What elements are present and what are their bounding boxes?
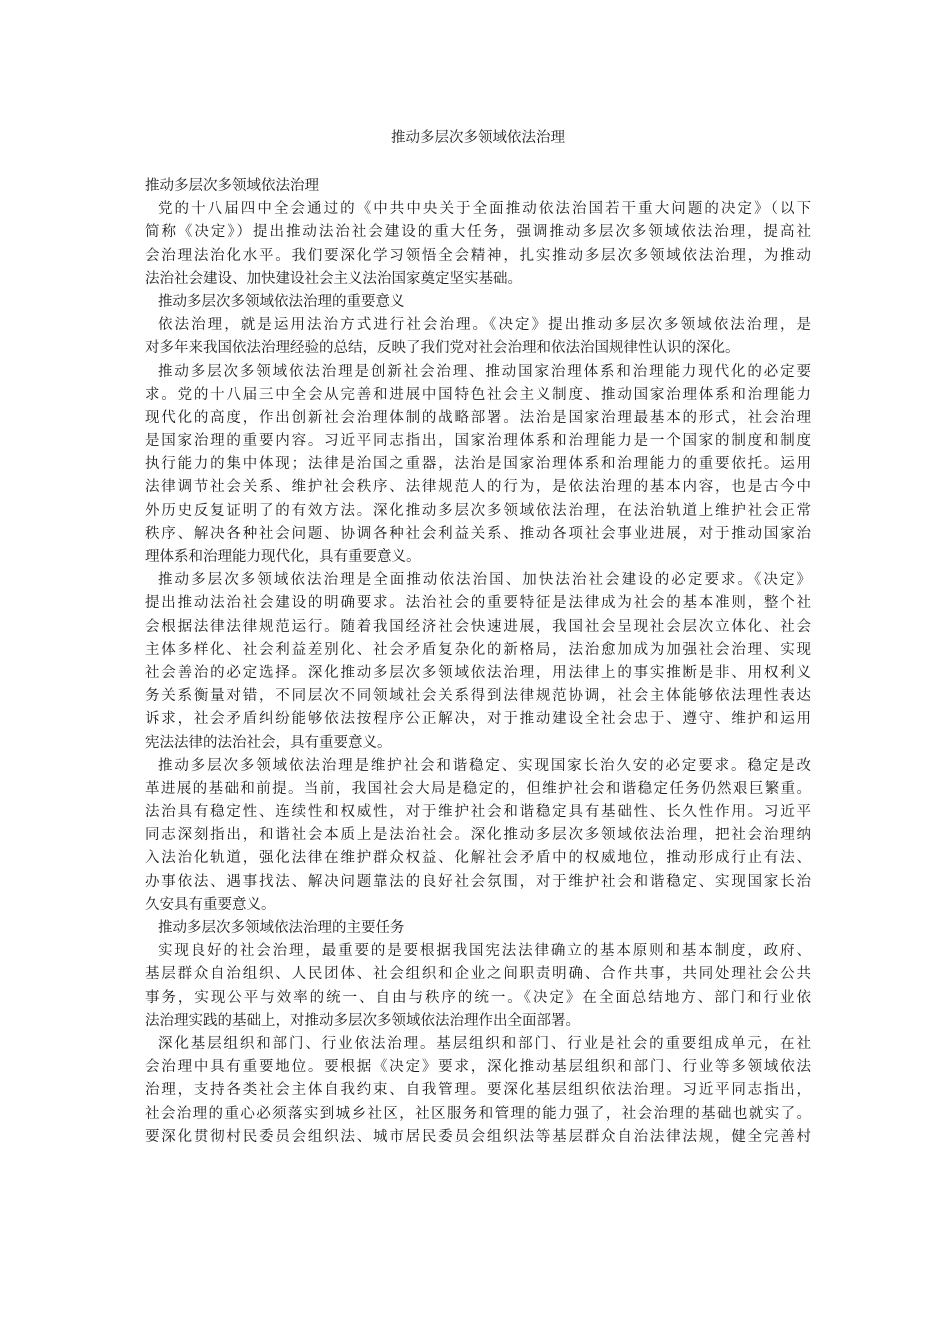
- text-line: 会根据法律法律规范运行。随着我国经济社会快速进展，我国社会呈现社会层次立体化、社会: [145, 618, 811, 635]
- text-line: 主体多样化、社会利益差别化、社会矛盾复杂化的新格局，法治愈加成为加强社会治理、实现: [145, 641, 811, 658]
- text-line: 要深化贯彻村民委员会组织法、城市居民委员会组织法等基层群众自治法律法规，健全完善村: [145, 1128, 811, 1145]
- document-title: 推动多层次多领域依法治理: [391, 130, 565, 146]
- text-line: 求。党的十八届三中全会从完善和进展中国特色社会主义制度、推动国家治理体系和治理能力: [145, 386, 811, 403]
- text-line: 对多年来我国依法治理经验的总结，反映了我们党对社会治理和依法治国规律性认识的深化。: [145, 340, 740, 357]
- text-line: 革进展的基础和前提。当前，我国社会大局是稳定的，但维护社会和谐稳定任务仍然艰巨繁重。: [145, 780, 811, 797]
- text-line: 推动多层次多领域依法治理的主要任务: [158, 920, 405, 936]
- text-line: 推动多层次多领域依法治理是创新社会治理、推动国家治理体系和治理能力现代化的必定要: [158, 363, 811, 380]
- text-line: 法律调节社会关系、维护社会秩序、法律规范人的行为，是依法治理的基本内容，也是古今中: [145, 479, 811, 496]
- text-line: 实现良好的社会治理，最重要的是要根据我国宪法法律确立的基本原则和基本制度，政府、: [158, 943, 811, 960]
- text-line: 诉求，社会矛盾纠纷能够依法按程序公正解决，对于推动建设全社会忠于、遵守、维护和运用: [145, 711, 811, 728]
- text-line: 执行能力的集中体现；法律是治国之重器，法治是国家治理体系和治理能力的重要依托。运用: [145, 456, 811, 473]
- text-line: 务关系衡量对错，不同层次不同领域社会关系得到法律规范协调，社会主体能够依法理性表达: [145, 688, 811, 705]
- text-line: 同志深刻指出，和谐社会本质上是法治社会。深化推动多层次多领域依法治理，把社会治理纳: [145, 827, 811, 844]
- text-line: 办事依法、遇事找法、解决问题靠法的良好社会氛围，对于维护社会和谐稳定、实现国家长治: [145, 873, 811, 890]
- text-line: 是国家治理的重要内容。习近平同志指出，国家治理体系和治理能力是一个国家的制度和制度: [145, 433, 811, 450]
- text-line: 久安具有重要意义。: [145, 896, 276, 913]
- text-line: 推动多层次多领域依法治理的重要意义: [158, 293, 405, 310]
- text-line: 事务，实现公平与效率的统一、自由与秩序的统一。《决定》在全面总结地方、部门和行业依: [145, 989, 811, 1006]
- text-line: 基层群众自治组织、人民团体、社会组织和企业之间职责明确、合作共事，共同处理社会公共: [145, 966, 811, 983]
- text-line: 社会治理的重心必须落实到城乡社区，社区服务和管理的能力强了，社会治理的基础也就实了。: [145, 1105, 811, 1122]
- text-line: 外历史反复证明了的有效方法。深化推动多层次多领域依法治理，在法治轨道上维护社会正常: [145, 502, 811, 519]
- text-line: 党的十八届四中全会通过的《中共中央关于全面推动依法治国若干重大问题的决定》（以下: [158, 201, 811, 218]
- text-line: 法治社会建设、加快建设社会主义法治国家奠定坚实基础。: [145, 270, 522, 287]
- text-line: 推动多层次多领域依法治理是全面推动依法治国、加快法治社会建设的必定要求。《决定》: [158, 572, 811, 589]
- document-body: [145, 175, 811, 1149]
- text-line: 社会善治的必定选择。深化推动多层次多领域依法治理，用法律上的事实推断是非、用权利义: [145, 664, 811, 681]
- text-line: 推动多层次多领域依法治理: [145, 178, 319, 194]
- text-line: 法治具有稳定性、连续性和权威性，对于维护社会和谐稳定具有基础性、长久性作用。习近平: [145, 804, 811, 821]
- text-line: 宪法法律的法治社会，具有重要意义。: [145, 734, 392, 751]
- text-line: 理体系和治理能力现代化，具有重要意义。: [145, 549, 421, 565]
- text-line: 现代化的高度，作出创新社会治理体制的战略部署。法治是国家治理最基本的形式，社会治理: [145, 409, 811, 426]
- text-line: 简称《决定》）提出推动法治社会建设的重大任务，强调推动多层次多领域依法治理，提高社: [145, 224, 811, 241]
- text-line: 治理，支持各类社会主体自我约束、自我管理。要深化基层组织依法治理。习近平同志指出，: [145, 1082, 811, 1099]
- text-line: 会治理中具有重要地位。要根据《决定》要求，深化推动基层组织和部门、行业等多领域依法: [145, 1059, 811, 1076]
- text-line: 会治理法治化水平。我们要深化学习领悟全会精神，扎实推动多层次多领域依法治理，为推动: [145, 247, 811, 264]
- text-line: 提出推动法治社会建设的明确要求。法治社会的重要特征是法律成为社会的基本准则，整个社: [145, 595, 811, 612]
- text-line: 秩序、解决各种社会问题、协调各种社会利益关系、推动各项社会事业进展，对于推动国家治: [145, 525, 811, 542]
- text-line: 推动多层次多领域依法治理是维护社会和谐稳定、实现国家长治久安的必定要求。稳定是改: [158, 757, 811, 774]
- text-line: 依法治理，就是运用法治方式进行社会治理。《决定》提出推动多层次多领域依法治理，是: [158, 317, 811, 334]
- text-line: 深化基层组织和部门、行业依法治理。基层组织和部门、行业是社会的重要组成单元，在社: [158, 1035, 811, 1052]
- text-line: 法治理实践的基础上，对推动多层次多领域依法治理作出全面部署。: [145, 1012, 580, 1029]
- text-line: 入法治化轨道，强化法律在维护群众权益、化解社会矛盾中的权威地位，推动形成行止有法、: [145, 850, 811, 867]
